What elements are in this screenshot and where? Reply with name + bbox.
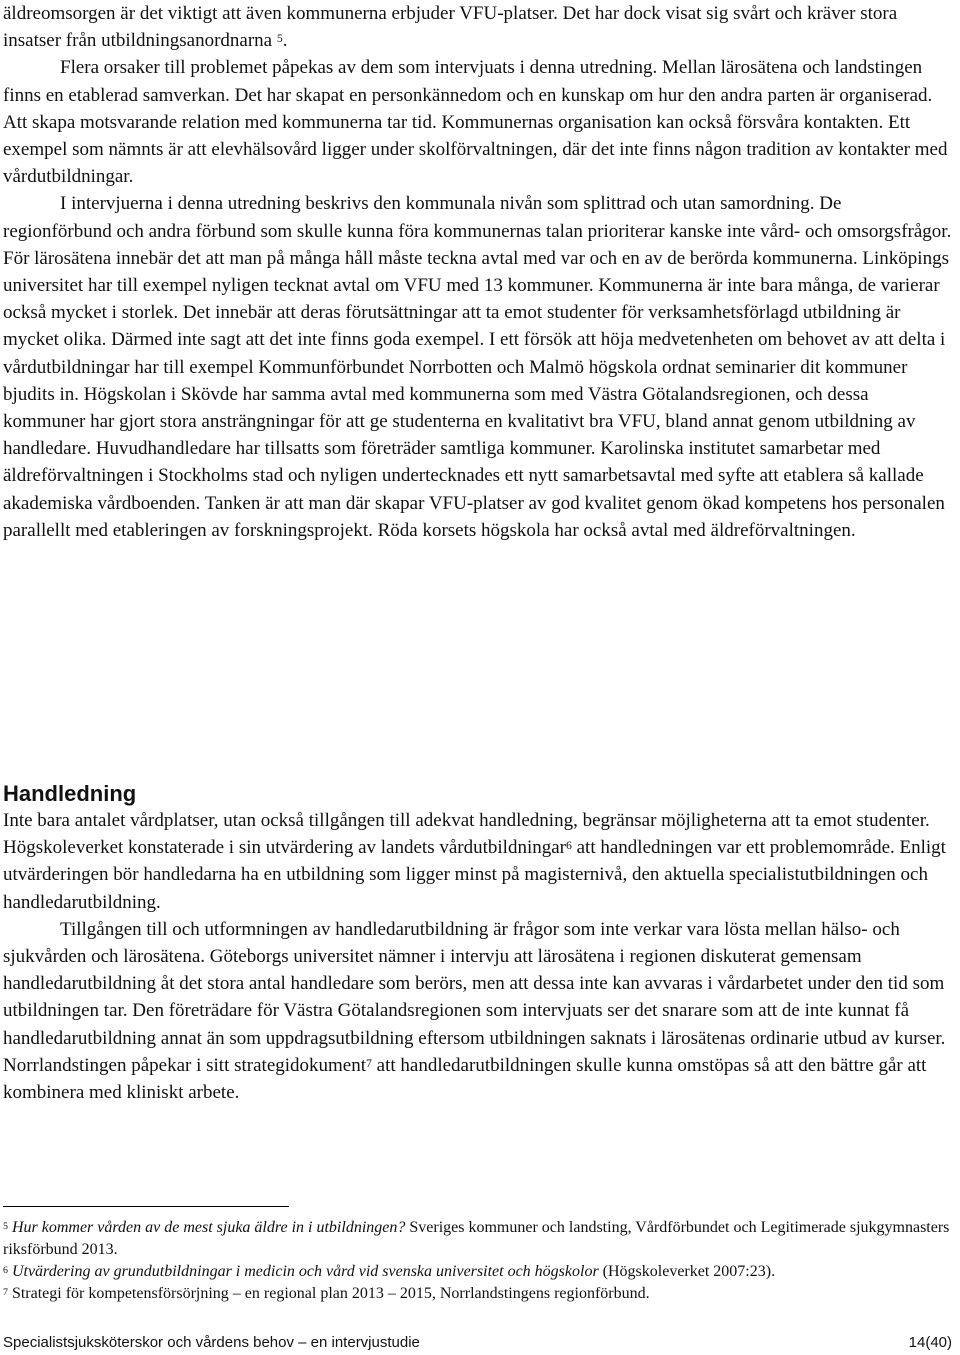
footnote: $^6$ Utvärdering av grundutbildningar i medicin och vård vid svenska universitet och högskolor (Högskoleverket 2007:23). (3, 1263, 776, 1280)
footnotes (3, 1217, 953, 1305)
paragraph: äldreomsorgen är det viktigt att även kommunerna erbjuder VFU-platser. Det har dock visat sig svårt och kräver stora insatser från utbildningsanordnarna $^5$. (3, 3, 898, 52)
paragraph: Inte bara antalet vårdplatser, utan också tillgången till adekvat handledning, begränsar möjligheterna att ta emot studenter. Högskoleverket konstaterade i sin utvärdering av landets vårdutbildningar$^6$ att handledningen var ett problemområde. Enligt utvärderingen bör handledarna ha en utbildning som ligger minst på magisternivå, den aktuella specialistutbildningen och handledarutbildning. (3, 810, 946, 913)
footnote-ref-5[interactable]: 5 (276, 32, 283, 46)
paragraph: Flera orsaker till problemet påpekas av dem som intervjuats i denna utredning. Mellan lärosätena och landstingen finns en etablerad samverkan. Det har skapat en personkännedom och en kunskap om hur den andra parten är organiserad. Att skapa motsvarande relation med kommunerna tar tid. Kommunernas organisation kan också försvåra kontakten. Ett exempel som nämnts är att elevhälsovård ligger under skolförvaltningen, där det inte finns någon tradition av kontakter med vårdutbildningar. (3, 57, 948, 188)
page-footer (3, 1333, 952, 1353)
page-number: 14(40) (908, 1334, 952, 1351)
footnote: $^7$ Strategi för kompetensförsörjning – en regional plan 2013 – 2015, Norrlandstingens regionförbund. (3, 1285, 650, 1302)
body-section-1 (3, 0, 953, 544)
paragraph: Tillgången till och utformningen av handledarutbildning är frågor som inte verkar vara lösta mellan hälso- och sjukvården och lärosätena. Göteborgs universitet nämner i intervju att lärosätena i regionen diskuterat gemensam handledarutbildning åt det stora antal handledare som berörs, men att dessa inte kan avvaras i vårdarbetet under den tid som utbildningen tar. Den företrädare för Västra Götalandsregionen som intervjuats ser det snarare som att de inte kunnat få handledarutbildning annat än som uppdragsutbildning eftersom utbildningen saknats i lärosätenas ordinarie utbud av kurser. Norrlandstingen påpekar i sitt strategidokument$^7$ att handledarutbildningen skulle kunna omstöpas så att den bättre går att kombinera med kliniskt arbete. (3, 918, 946, 1104)
footnote-ref-7[interactable]: 7 (366, 1056, 372, 1070)
footnote-divider (3, 1206, 289, 1207)
footnote: $^5$ Hur kommer vården av de mest sjuka äldre in i utbildningen? Sveriges kommuner och landsting, Vårdförbundet och Legitimerade sjukgymnasters riksförbund 2013. (3, 1219, 950, 1258)
body-section-2 (3, 807, 953, 1106)
footer-title: Specialistsjuksköterskor och vårdens behov – en intervjustudie (3, 1334, 420, 1351)
section-heading: Handledning (3, 781, 137, 806)
footnote-ref-6[interactable]: 6 (565, 839, 572, 853)
paragraph: I intervjuerna i denna utredning beskrivs den kommunala nivån som splittrad och utan samordning. De regionförbund och andra förbund som skulle kunna föra kommunernas talan prioriterar kanske inte vård- och omsorgsfrågor. För lärosätena innebär det att man på många håll måste teckna avtal med var och en av de berörda kommunerna. Linköpings universitet har till exempel nyligen tecknat avtal om VFU med 13 kommuner. Kommunerna är inte bara många, de varierar också mycket i storlek. Det innebär att deras förutsättningar att ta emot studenter för verksamhetsförlagd utbildning är mycket olika. Därmed inte sagt att det inte finns goda exempel. I ett försök att höja medvetenheten om behovet av att delta i vårdutbildningar har till exempel Kommunförbundet Norrbotten och Malmö högskola ordnat seminarier dit kommuner bjudits in. Högskolan i Skövde har samma avtal med kommunerna som med Västra Götalandsregionen, och dessa kommuner har gjort stora ansträngningar för att ge studenterna en kvalitativt bra VFU, bland annat genom utbildning av handledare. Huvudhandledare har tillsatts som företräder samtliga kommuner. Karolinska institutet samarbetar med äldreförvaltningen i Stockholms stad och nyligen undertecknades ett nytt samarbetsavtal med syfte att etablera så kallade akademiska vårdboenden. Tanken är att man där skapar VFU-platser av god kvalitet genom ökad kompetens hos personalen parallellt med etableringen av forskningsprojekt. Röda korsets högskola har också avtal med äldreförvaltningen. (3, 193, 952, 541)
